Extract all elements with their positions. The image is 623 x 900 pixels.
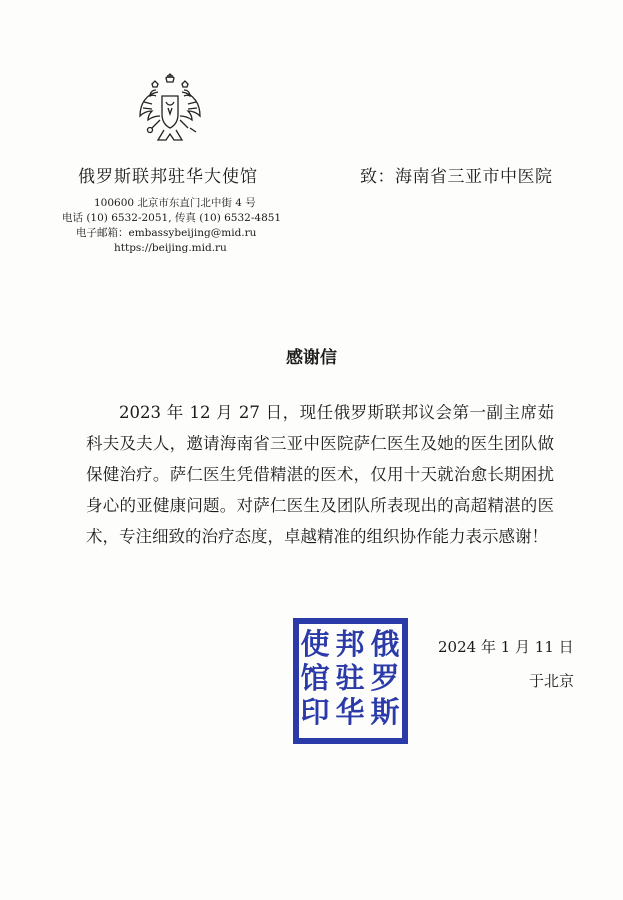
svg-text:印: 印: [300, 695, 330, 729]
embassy-website: https://beijing.mid.ru: [114, 242, 227, 254]
embassy-name: 俄罗斯联邦驻华大使馆: [78, 167, 258, 187]
svg-text:邦: 邦: [335, 627, 365, 661]
embassy-contact-block: [62, 196, 313, 256]
svg-text:馆: 馆: [300, 661, 330, 695]
embassy-email: 电子邮箱：embassybeijing@mid.ru: [76, 227, 257, 239]
svg-text:使: 使: [300, 627, 330, 661]
letter-date: 2024 年 1 月 11 日: [438, 638, 574, 656]
svg-text:俄: 俄: [370, 627, 400, 661]
embassy-seal: [293, 618, 408, 744]
svg-text:驻: 驻: [335, 661, 365, 695]
embassy-address: 100600 北京市东直门北中街 4 号: [94, 197, 256, 209]
letter-body: 2023 年 12 月 27 日，现任俄罗斯联邦议会第一副主席茹科夫及夫人，邀请海南省三亚中医院萨仁医生及她的医生团队做保健治疗。萨仁医生凭借精湛的医术，仅用十天就治愈长期困扰身心的亚健康问题。对萨仁医生及团队所表现出的高超精湛的医术，专注细致的治疗态度，卓越精准的组织协作能力表示感谢！: [86, 403, 554, 546]
svg-text:斯: 斯: [370, 695, 400, 729]
svg-text:罗: 罗: [370, 661, 400, 695]
double-headed-eagle-icon: [138, 72, 202, 148]
svg-text:华: 华: [335, 695, 365, 729]
letter-title: 感谢信: [286, 348, 337, 368]
embassy-phone-fax: 电话 (10) 6532-2051, 传真 (10) 6532-4851: [62, 212, 282, 224]
letter-place: 于北京: [529, 672, 575, 690]
recipient: 致：海南省三亚市中医院: [360, 167, 553, 187]
